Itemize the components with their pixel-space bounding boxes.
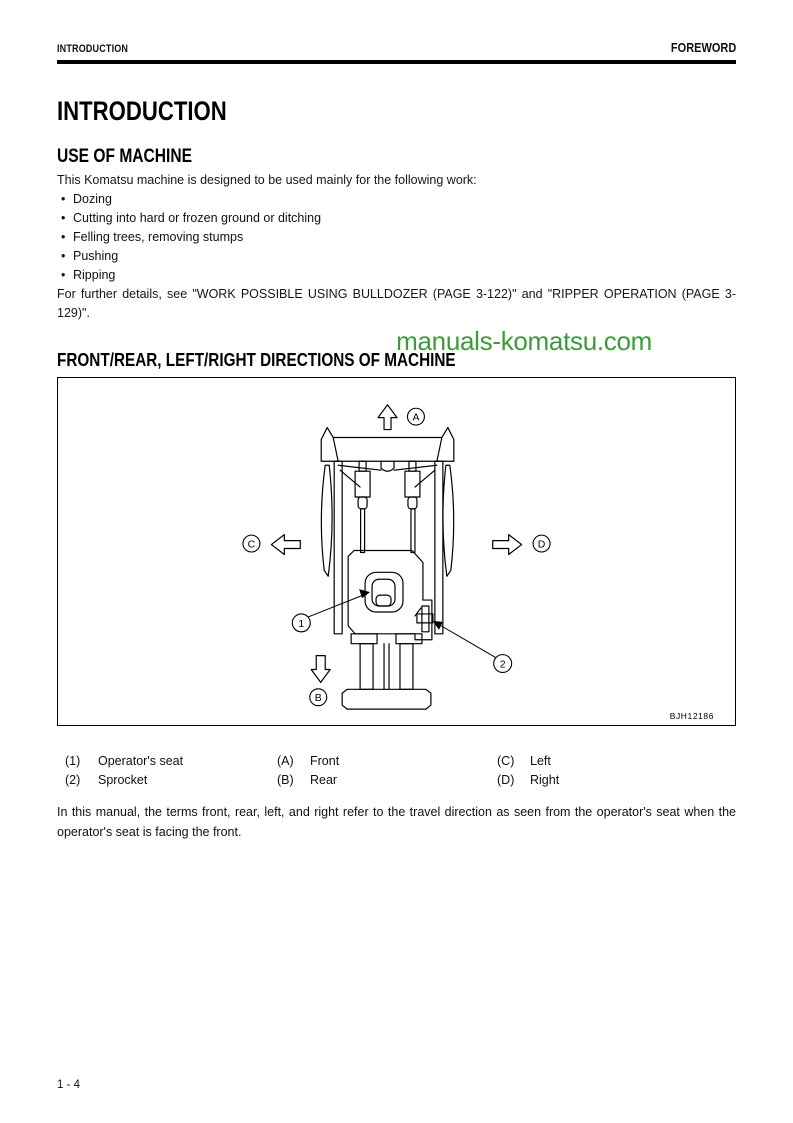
label-rear: B xyxy=(314,693,322,705)
watermark-text: manuals-komatsu.com xyxy=(396,326,652,356)
lift-cylinder-right xyxy=(405,461,420,552)
track-frame-right xyxy=(435,461,443,634)
operators-seat xyxy=(365,572,403,612)
list-item: • Ripping xyxy=(57,266,736,285)
use-of-machine-intro: This Komatsu machine is designed to be used mainly for the following work: xyxy=(57,173,477,187)
directions-note: In this manual, the terms front, rear, left, and right refer to the travel direction as seen from the operator's seat when the operator's seat is facing the front. xyxy=(57,805,736,839)
page-title: INTRODUCTION xyxy=(57,96,227,126)
bullet-icon: • xyxy=(61,192,66,206)
label-sprocket: 2 xyxy=(499,659,506,671)
label-left: C xyxy=(247,539,256,551)
legend-item: (A) Front xyxy=(277,754,340,768)
work-list xyxy=(57,190,736,285)
drawbar xyxy=(342,689,431,709)
list-item: • Cutting into hard or frozen ground or ditching xyxy=(57,209,736,228)
track-left xyxy=(321,465,332,576)
blade xyxy=(321,428,454,462)
bullet-icon: • xyxy=(61,268,66,282)
header-rule xyxy=(57,60,736,64)
lift-cylinder-left xyxy=(355,461,370,552)
legend-item: (D) Right xyxy=(497,773,560,787)
header-section-label: INTRODUCTION xyxy=(57,43,129,55)
further-details-text: For further details, see "WORK POSSIBLE USING BULLDOZER (PAGE 3-122)" and "RIPPER OPERATION (PAGE 3-129)". xyxy=(57,287,736,320)
header-chapter-label: FOREWORD xyxy=(670,41,736,55)
list-item: • Dozing xyxy=(57,190,736,209)
legend-item: (2) Sprocket xyxy=(65,773,148,787)
rear-frame xyxy=(342,634,431,709)
push-frame xyxy=(381,461,394,471)
page-content xyxy=(57,97,736,855)
use-of-machine-heading: USE OF MACHINE xyxy=(57,146,193,167)
machine-body xyxy=(348,551,432,640)
callout-line-2 xyxy=(438,624,496,658)
legend-item: (1) Operator's seat xyxy=(65,754,184,768)
arrow-left xyxy=(271,535,300,555)
label-front: A xyxy=(412,412,420,424)
legend-item: (C) Left xyxy=(497,754,551,768)
legend-item: (B) Rear xyxy=(277,773,338,787)
label-seat: 1 xyxy=(298,618,305,630)
figure-legend xyxy=(57,752,736,790)
track-frame-left xyxy=(334,461,342,634)
figure-code: BJH12186 xyxy=(669,711,715,722)
bullet-icon: • xyxy=(61,211,66,225)
callout-line-1 xyxy=(308,595,363,617)
page-header xyxy=(57,41,736,55)
bulldozer-top-view-diagram xyxy=(58,378,735,725)
list-item: • Felling trees, removing stumps xyxy=(57,228,736,247)
bullet-icon: • xyxy=(61,249,66,263)
label-right: D xyxy=(537,539,546,551)
arrow-down xyxy=(311,656,330,683)
directions-heading: FRONT/REAR, LEFT/RIGHT DIRECTIONS OF MACHINE xyxy=(57,350,456,370)
track-right xyxy=(443,465,454,576)
directions-figure xyxy=(57,377,736,726)
arrow-up xyxy=(378,405,397,430)
list-item: • Pushing xyxy=(57,247,736,266)
arrow-right xyxy=(493,535,522,555)
bullet-icon: • xyxy=(61,230,66,244)
page-number: 1 - 4 xyxy=(57,1079,81,1091)
